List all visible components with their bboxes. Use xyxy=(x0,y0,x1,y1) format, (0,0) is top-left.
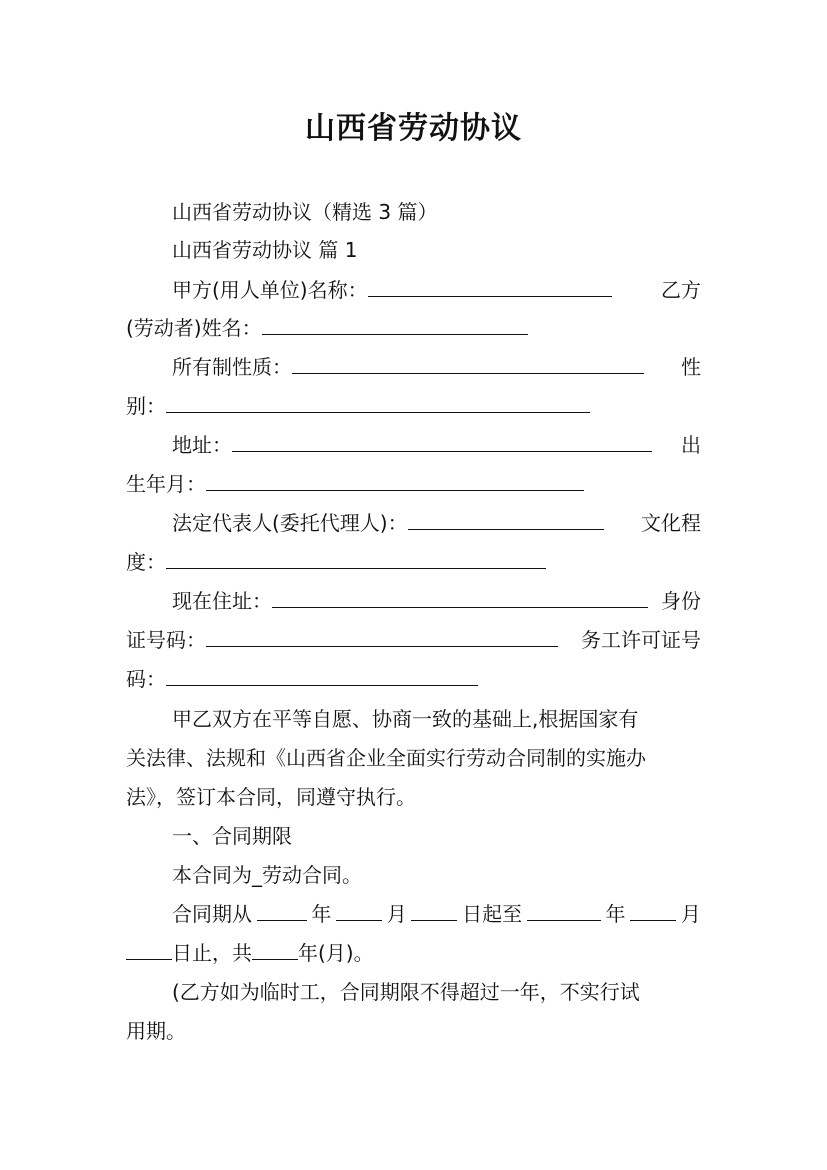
current-address-line xyxy=(172,587,701,615)
gender-line xyxy=(126,392,701,420)
period-day-to: 日起至 xyxy=(462,902,523,926)
current-address-label: 现在住址： xyxy=(172,589,272,613)
period-year: 年 xyxy=(311,902,332,926)
note-line: (乙方如为临时工，合同期限不得超过一年，不实行试 xyxy=(172,980,640,1004)
period-end-line xyxy=(126,939,701,967)
party-a-name-label: 甲方(用人单位)名称： xyxy=(172,278,368,302)
gender-label-a: 性 xyxy=(681,355,701,379)
period-total: 年(月)。 xyxy=(298,941,374,965)
ownership-blank xyxy=(292,353,644,374)
section-heading: 山西省劳动协议 篇 1 xyxy=(172,238,358,262)
id-blank xyxy=(206,626,558,647)
permit-line xyxy=(126,665,701,693)
preamble-line: 法》，签订本合同，同遵守执行。 xyxy=(126,785,416,809)
education-label-b: 度： xyxy=(126,550,166,574)
gender-blank xyxy=(166,392,590,413)
period-month-2: 月 xyxy=(680,902,701,926)
current-address-blank xyxy=(272,587,648,608)
note-line: 用期。 xyxy=(126,1019,186,1043)
party-a-name-line xyxy=(172,276,701,304)
permit-label-a: 务工许可证号 xyxy=(581,628,701,652)
birth-blank xyxy=(206,470,584,491)
worker-name-line xyxy=(126,314,701,342)
end-month-blank xyxy=(630,900,676,921)
id-label-a: 身份 xyxy=(661,589,701,613)
education-line xyxy=(126,548,701,576)
birth-label-b: 生年月： xyxy=(126,472,206,496)
end-year-blank xyxy=(527,900,601,921)
legal-rep-blank xyxy=(408,509,604,530)
preamble-line: 甲乙双方在平等自愿、协商一致的基础上,根据国家有 xyxy=(172,707,639,731)
period-month: 月 xyxy=(386,902,407,926)
clause-heading: 一、合同期限 xyxy=(172,824,292,848)
start-month-blank xyxy=(336,900,382,921)
birth-line xyxy=(126,470,701,498)
worker-name-label: (劳动者)姓名： xyxy=(126,316,262,340)
education-label-a: 文化程 xyxy=(641,511,701,535)
period-line xyxy=(172,900,701,928)
worker-name-blank xyxy=(262,314,528,335)
total-blank xyxy=(252,939,298,960)
legal-rep-line xyxy=(172,509,701,537)
period-year-2: 年 xyxy=(605,902,626,926)
address-label: 地址： xyxy=(172,433,232,457)
ownership-line xyxy=(172,353,701,381)
address-line xyxy=(172,431,701,459)
party-b-label: 乙方 xyxy=(661,278,701,302)
permit-blank xyxy=(166,665,478,686)
period-end-day: 日止，共 xyxy=(172,941,252,965)
legal-rep-label: 法定代表人(委托代理人)： xyxy=(172,511,408,535)
gender-label-b: 别： xyxy=(126,394,166,418)
address-blank xyxy=(232,431,652,452)
start-year-blank xyxy=(257,900,307,921)
party-a-name-blank xyxy=(368,276,612,297)
permit-label-b: 码： xyxy=(126,667,166,691)
subtitle: 山西省劳动协议（精选 3 篇） xyxy=(172,200,438,224)
start-day-blank xyxy=(411,900,457,921)
period-from: 合同期从 xyxy=(172,902,252,926)
birth-label-a: 出 xyxy=(681,433,701,457)
id-line xyxy=(126,626,701,654)
id-label-b: 证号码： xyxy=(126,628,206,652)
preamble-line: 关法律、法规和《山西省企业全面实行劳动合同制的实施办 xyxy=(126,746,646,770)
document-title: 山西省劳动协议 xyxy=(305,111,522,146)
end-day-blank xyxy=(126,939,172,960)
education-blank xyxy=(166,548,546,569)
clause-text: 本合同为_劳动合同。 xyxy=(172,863,362,887)
ownership-label: 所有制性质： xyxy=(172,355,292,379)
